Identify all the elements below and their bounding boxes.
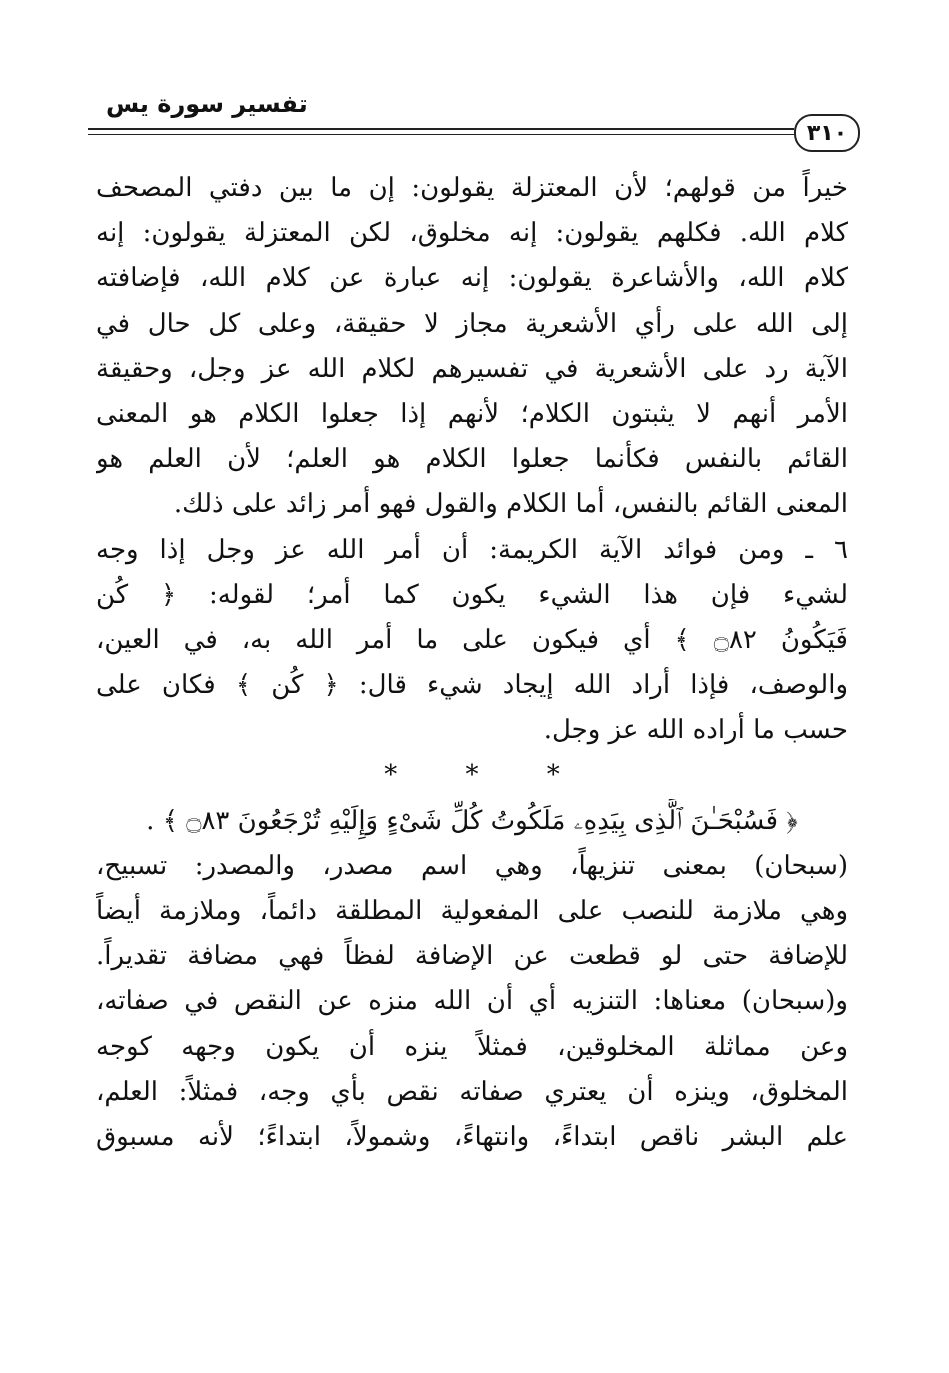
text-line: والوصف، فإذا أراد الله إيجاد شيء قال: ﴿ كُن ﴾ فكان على: [96, 670, 848, 701]
text-line: كلام الله، والأشاعرة يقولون: إنه عبارة عن كلام الله، فإضافته: [96, 263, 848, 294]
text-line: القائم بالنفس فكأنما جعلوا الكلام هو العلم؛ لأن العلم هو: [96, 444, 848, 475]
text-line: ٦ ـ ومن فوائد الآية الكريمة: أن أمر الله عز وجل إذا وجه: [96, 534, 848, 565]
running-title: تفسير سورة يس: [106, 90, 308, 118]
text-line: فَيَكُونُ ۝٨٢ ﴾ أي فيكون على ما أمر الله به، في العين،: [96, 624, 848, 655]
page-body: [96, 166, 848, 1160]
text-line: إلى الله على رأي الأشعرية مجاز لا حقيقة، وعلى كل حال في: [96, 308, 848, 339]
text-line: كلام الله. فكلهم يقولون: إنه مخلوق، لكن المعتزلة يقولون: إنه: [96, 218, 848, 249]
header-rule: [88, 128, 794, 130]
page-number-badge: ٣١٠: [794, 114, 860, 152]
text-line: المعنى القائم بالنفس، أما الكلام والقول فهو أمر زائد على ذلك.: [173, 489, 848, 520]
text-line: الآية رد على الأشعرية في تفسيرهم لكلام الله عز وجل، وحقيقة: [96, 353, 848, 384]
text-line: لشيء فإن هذا الشيء يكون كما أمر؛ لقوله: ﴿ كُن: [96, 579, 848, 610]
text-line: (سبحان) بمعنى تنزيهاً، وهي اسم مصدر، والمصدر: تسبيح،: [96, 850, 848, 881]
section-separator: * * *: [384, 760, 590, 791]
text-line: علم البشر ناقص ابتداءً، وانتهاءً، وشمولاً، ابتداءً؛ لأنه مسبوق: [96, 1121, 848, 1152]
text-line: حسب ما أراده الله عز وجل.: [543, 715, 848, 746]
text-line: خيراً من قولهم؛ لأن المعتزلة يقولون: إن ما بين دفتي المصحف: [96, 173, 848, 203]
text-line: الأمر أنهم لا يثبتون الكلام؛ لأنهم إذا جعلوا الكلام هو المعنى: [96, 398, 848, 429]
page-header: [88, 84, 860, 164]
text-line: وعن مماثلة المخلوقين، فمثلاً ينزه أن يكون وجهه كوجه: [96, 1031, 848, 1062]
text-line: للإضافة حتى لو قطعت عن الإضافة لفظاً فهي مضافة تقديراً.: [96, 941, 848, 972]
text-line: و(سبحان) معناها: التنزيه أي أن الله منزه عن النقص في صفاته،: [96, 986, 848, 1017]
text-line: المخلوق، وينزه أن يعتري صفاته نقص بأي وجه، فمثلاً: العلم،: [96, 1076, 848, 1107]
quran-verse: ﴿ فَسُبْحَـٰنَ ٱلَّذِى بِيَدِهِۦ مَلَكُوتُ كُلِّ شَىْءٍ وَإِلَيْهِ تُرْجَعُونَ ۝٨٣ ﴾ .: [146, 805, 798, 836]
header-rule-thin: [88, 134, 794, 135]
text-line: وهي ملازمة للنصب على المفعولية المطلقة دائماً، وملازمة أيضاً: [96, 896, 848, 926]
